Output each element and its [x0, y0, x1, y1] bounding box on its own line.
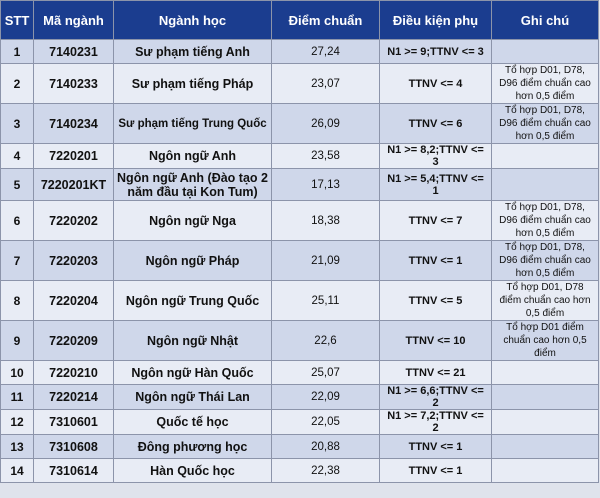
- cell-note: [492, 459, 599, 483]
- cell-code: 7310608: [34, 435, 114, 459]
- cell-condition: N1 >= 5,4;TTNV <= 1: [380, 169, 492, 201]
- cell-stt: 3: [1, 104, 34, 144]
- cell-score: 18,38: [272, 201, 380, 241]
- cell-code: 7310601: [34, 410, 114, 435]
- cell-code: 7220201: [34, 144, 114, 169]
- cell-score: 22,05: [272, 410, 380, 435]
- cell-stt: 12: [1, 410, 34, 435]
- cell-code: 7220203: [34, 241, 114, 281]
- cell-score: 23,58: [272, 144, 380, 169]
- cell-note: [492, 385, 599, 410]
- cell-note: Tổ hợp D01, D78, D96 điểm chuẩn cao hơn 0,5 điểm: [492, 64, 599, 104]
- cell-note: [492, 144, 599, 169]
- cell-name: Ngôn ngữ Hàn Quốc: [114, 361, 272, 385]
- cell-condition: TTNV <= 10: [380, 321, 492, 361]
- cell-note: Tổ hợp D01, D78, D96 điểm chuẩn cao hơn 0,5 điểm: [492, 201, 599, 241]
- cell-stt: 13: [1, 435, 34, 459]
- cell-stt: 5: [1, 169, 34, 201]
- cell-name: Ngôn ngữ Anh (Đào tạo 2 năm đầu tại Kon Tum): [114, 169, 272, 201]
- table-row: [1, 385, 599, 410]
- cell-score: 23,07: [272, 64, 380, 104]
- table-row: [1, 361, 599, 385]
- cell-condition: TTNV <= 7: [380, 201, 492, 241]
- cell-score: 26,09: [272, 104, 380, 144]
- cell-name: Ngôn ngữ Nga: [114, 201, 272, 241]
- cell-condition: N1 >= 8,2;TTNV <= 3: [380, 144, 492, 169]
- cell-note: Tổ hợp D01 điểm chuẩn cao hơn 0,5 điểm: [492, 321, 599, 361]
- cell-note: [492, 169, 599, 201]
- cell-stt: 2: [1, 64, 34, 104]
- table-row: [1, 201, 599, 241]
- cell-name: Sư phạm tiếng Pháp: [114, 64, 272, 104]
- cell-score: 20,88: [272, 435, 380, 459]
- cell-code: 7220214: [34, 385, 114, 410]
- cell-code: 7310614: [34, 459, 114, 483]
- cell-code: 7140233: [34, 64, 114, 104]
- cell-name: Ngôn ngữ Anh: [114, 144, 272, 169]
- table-row: [1, 435, 599, 459]
- cell-condition: TTNV <= 6: [380, 104, 492, 144]
- cell-stt: 6: [1, 201, 34, 241]
- table-row: [1, 281, 599, 321]
- header-code: Mã ngành: [34, 1, 114, 40]
- cell-stt: 11: [1, 385, 34, 410]
- cell-score: 27,24: [272, 40, 380, 64]
- table-row: [1, 40, 599, 64]
- cell-note: [492, 410, 599, 435]
- cell-note: [492, 361, 599, 385]
- table-row: [1, 459, 599, 483]
- cell-code: 7220210: [34, 361, 114, 385]
- table-row: [1, 241, 599, 281]
- header-note: Ghi chú: [492, 1, 599, 40]
- cell-name: Ngôn ngữ Thái Lan: [114, 385, 272, 410]
- cell-condition: TTNV <= 21: [380, 361, 492, 385]
- cell-stt: 7: [1, 241, 34, 281]
- cell-code: 7220201KT: [34, 169, 114, 201]
- cell-name: Đông phương học: [114, 435, 272, 459]
- cell-stt: 4: [1, 144, 34, 169]
- cell-score: 17,13: [272, 169, 380, 201]
- cell-condition: TTNV <= 1: [380, 435, 492, 459]
- header-stt: STT: [1, 1, 34, 40]
- cell-name: Hàn Quốc học: [114, 459, 272, 483]
- header-condition: Điều kiện phụ: [380, 1, 492, 40]
- cell-code: 7220204: [34, 281, 114, 321]
- table-row: [1, 321, 599, 361]
- cell-condition: TTNV <= 1: [380, 459, 492, 483]
- table-row: [1, 104, 599, 144]
- table-row: [1, 410, 599, 435]
- cell-score: 22,09: [272, 385, 380, 410]
- cell-score: 22,6: [272, 321, 380, 361]
- header-score: Điểm chuẩn: [272, 1, 380, 40]
- cell-stt: 14: [1, 459, 34, 483]
- table-row: [1, 169, 599, 201]
- cell-score: 25,11: [272, 281, 380, 321]
- cell-condition: TTNV <= 1: [380, 241, 492, 281]
- cell-name: Ngôn ngữ Nhật: [114, 321, 272, 361]
- cell-code: 7140234: [34, 104, 114, 144]
- header-name: Ngành học: [114, 1, 272, 40]
- cell-stt: 9: [1, 321, 34, 361]
- cell-condition: TTNV <= 4: [380, 64, 492, 104]
- cell-score: 21,09: [272, 241, 380, 281]
- cell-code: 7220209: [34, 321, 114, 361]
- cell-name: Ngôn ngữ Pháp: [114, 241, 272, 281]
- cell-stt: 1: [1, 40, 34, 64]
- cell-note: [492, 435, 599, 459]
- cell-name: Ngôn ngữ Trung Quốc: [114, 281, 272, 321]
- cell-stt: 8: [1, 281, 34, 321]
- cell-code: 7220202: [34, 201, 114, 241]
- cell-condition: N1 >= 6,6;TTNV <= 2: [380, 385, 492, 410]
- cell-note: Tổ hợp D01, D78 điểm chuẩn cao hơn 0,5 điểm: [492, 281, 599, 321]
- cell-note: Tổ hợp D01, D78, D96 điểm chuẩn cao hơn 0,5 điểm: [492, 104, 599, 144]
- cell-score: 25,07: [272, 361, 380, 385]
- cell-stt: 10: [1, 361, 34, 385]
- cell-note: Tổ hợp D01, D78, D96 điểm chuẩn cao hơn 0,5 điểm: [492, 241, 599, 281]
- table-row: [1, 64, 599, 104]
- cell-name: Sư phạm tiếng Trung Quốc: [114, 104, 272, 144]
- cell-condition: N1 >= 9;TTNV <= 3: [380, 40, 492, 64]
- cell-condition: N1 >= 7,2;TTNV <= 2: [380, 410, 492, 435]
- cell-code: 7140231: [34, 40, 114, 64]
- table-row: [1, 144, 599, 169]
- cell-name: Sư phạm tiếng Anh: [114, 40, 272, 64]
- cell-name: Quốc tế học: [114, 410, 272, 435]
- table-header-row: [1, 1, 599, 40]
- cell-note: [492, 40, 599, 64]
- cell-condition: TTNV <= 5: [380, 281, 492, 321]
- cell-score: 22,38: [272, 459, 380, 483]
